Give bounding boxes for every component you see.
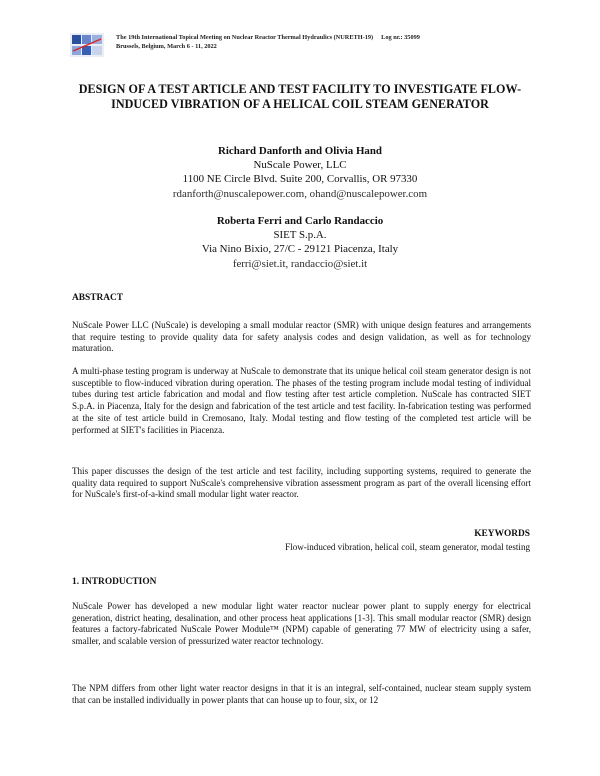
- keywords-heading: KEYWORDS: [474, 529, 530, 539]
- introduction-heading: 1. INTRODUCTION: [72, 577, 157, 587]
- author-affiliation: NuScale Power, LLC: [253, 159, 347, 172]
- abstract-paragraph: NuScale Power LLC (NuScale) is developing a small modular reactor (SMR) with unique design features and arrangements that require testing to provide quality data for safety analysis codes and design validation, as well as for technology maturation.: [72, 320, 531, 354]
- conference-line: The 19th International Topical Meeting on Nuclear Reactor Thermal Hydraulics (NURETH-19): [116, 34, 374, 41]
- conference-logo-icon: [70, 33, 104, 57]
- introduction-paragraph: NuScale Power has developed a new modular light water reactor nuclear power plant to supply energy for electrical generation, district heating, desalination, and other process heat applications [1-3]. This small modular reactor (SMR) design features a factory-fabricated NuScale Power Module™ (NPM) capable of generating 77 MW of electricity using a safer, smaller, and scalable version of pressurized water reactor technology.: [72, 601, 531, 647]
- location-line: Brussels, Belgium, March 6 - 11, 2022: [116, 43, 217, 50]
- author-emails: rdanforth@nuscalepower.com, ohand@nuscalepower.com: [172, 187, 428, 200]
- author-names: Richard Danforth and Olivia Hand: [218, 145, 382, 157]
- abstract-heading: ABSTRACT: [72, 293, 124, 303]
- author-group-2: [60, 214, 540, 271]
- log-number: Log nr.: 35099: [381, 34, 420, 41]
- author-address: Via Nino Bixio, 27/C - 29121 Piacenza, Italy: [201, 243, 399, 256]
- author-emails: ferri@siet.it, randaccio@siet.it: [232, 257, 368, 270]
- header-text: [116, 33, 420, 51]
- keywords-text: Flow-induced vibration, helical coil, steam generator, modal testing: [285, 542, 530, 552]
- paper-title: DESIGN OF A TEST ARTICLE AND TEST FACILITY TO INVESTIGATE FLOW-INDUCED VIBRATION OF A HELICAL COIL STEAM GENERATOR: [78, 82, 522, 111]
- author-affiliation: SIET S.p.A.: [273, 229, 327, 242]
- author-address: 1100 NE Circle Blvd. Suite 200, Corvallis, OR 97330: [182, 173, 418, 186]
- author-group-1: [60, 144, 540, 201]
- author-names: Roberta Ferri and Carlo Randaccio: [216, 215, 384, 227]
- introduction-paragraph: The NPM differs from other light water reactor designs in that it is an integral, self-contained, nuclear steam supply system that can be installed individually in power plants that can house up to four, six, or 12: [72, 683, 531, 705]
- abstract-paragraph: This paper discusses the design of the test article and test facility, including supporting systems, required to generate the quality data required to support NuScale's comprehensive vibration assessment program as part of the overall licensing effort for NuScale's first-of-a-kind small modular light water reactor.: [72, 466, 531, 500]
- running-header: [70, 30, 540, 60]
- abstract-paragraph: A multi-phase testing program is underway at NuScale to demonstrate that its unique helical coil steam generator design is not susceptible to flow-induced vibration during operation. The phases of the testing program include modal testing of individual tubes during test article fabrication and modal and flow testing after test article completion. NuScale has contracted SIET S.p.A. in Piacenza, Italy for the design and fabrication of the test article and test facility. In-fabrication testing was performed at the site of test article build in Cremosano, Italy. Modal testing and flow testing of the completed test article will be performed at SIET's facilities in Piacenza.: [72, 366, 531, 435]
